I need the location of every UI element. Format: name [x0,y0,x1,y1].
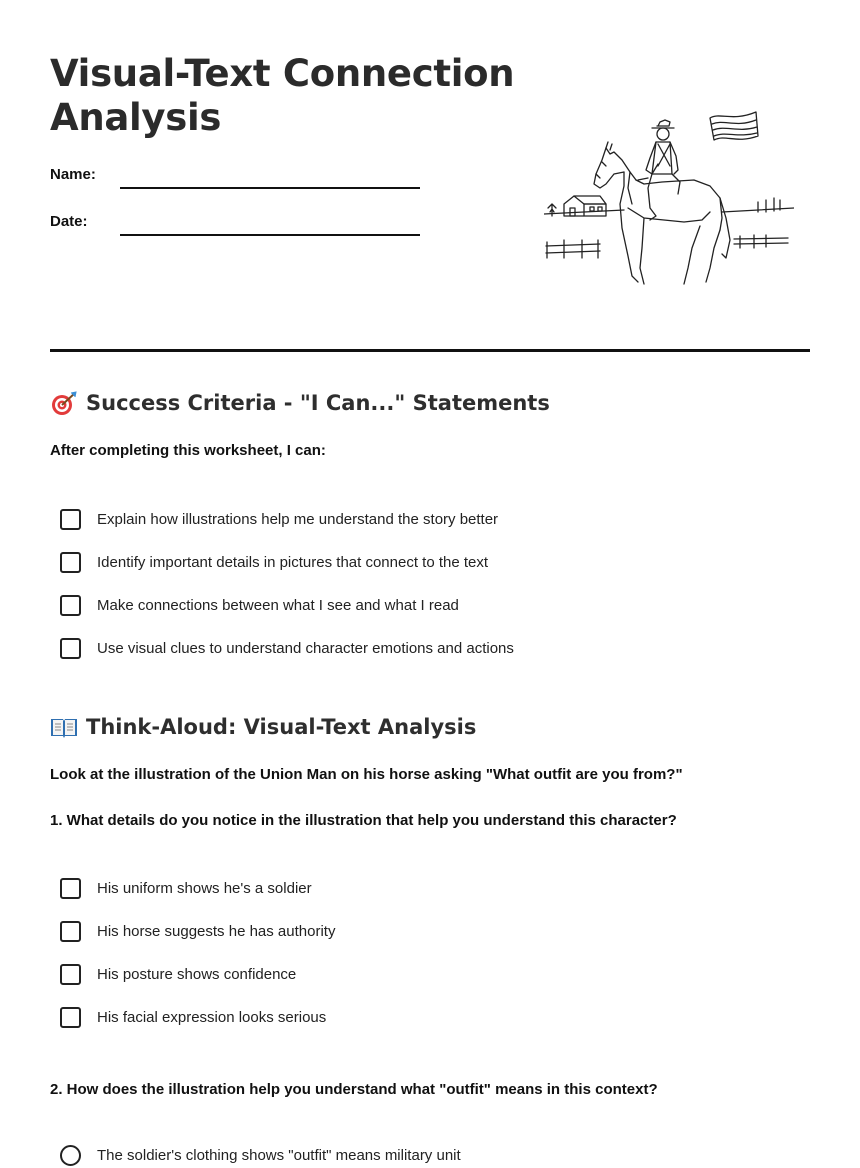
question-1-option[interactable]: His uniform shows he's a soldier [60,875,312,901]
criteria-item[interactable]: Explain how illustrations help me understand the story better [60,506,498,532]
fence-left [546,240,600,258]
checkbox[interactable] [60,509,81,530]
checkbox[interactable] [60,595,81,616]
criteria-item[interactable]: Make connections between what I see and what I read [60,592,459,618]
criteria-item[interactable]: Use visual clues to understand character emotions and actions [60,635,514,661]
checkbox[interactable] [60,878,81,899]
name-label: Name: [50,166,96,183]
union-soldier-illustration [544,108,794,290]
date-field[interactable] [120,234,420,236]
checkbox[interactable] [60,552,81,573]
question-1-option[interactable]: His posture shows confidence [60,961,296,987]
question-2: 2. How does the illustration help you understand what "outfit" means in this context? [50,1081,658,1098]
checkbox[interactable] [60,964,81,985]
criteria-item[interactable]: Identify important details in pictures that connect to the text [60,549,488,575]
success-criteria-intro: After completing this worksheet, I can: [50,442,326,459]
fence-right [734,198,788,248]
question-1: 1. What details do you notice in the illustration that help you understand this character? [50,812,677,829]
checkbox[interactable] [60,921,81,942]
date-label: Date: [50,213,88,230]
checkbox[interactable] [60,1007,81,1028]
name-field[interactable] [120,187,420,189]
flag-icon [710,112,758,140]
success-criteria-heading [50,390,550,416]
question-1-option[interactable]: His facial expression looks serious [60,1004,326,1030]
page-title: Visual-Text Connection Analysis [50,52,515,139]
radio-button[interactable] [60,1145,81,1166]
think-aloud-intro: Look at the illustration of the Union Man on his horse asking "What outfit are you from?" [50,766,683,783]
horse-and-rider [594,120,730,284]
success-criteria-title: Success Criteria - "I Can..." Statements [86,391,550,415]
target-icon [50,390,78,416]
open-book-icon [50,714,78,740]
question-1-option[interactable]: His horse suggests he has authority [60,918,335,944]
question-2-option[interactable]: The soldier's clothing shows "outfit" means military unit [60,1142,461,1168]
think-aloud-title: Think-Aloud: Visual-Text Analysis [86,715,477,739]
think-aloud-heading [50,714,476,740]
header-divider [50,349,810,352]
checkbox[interactable] [60,638,81,659]
